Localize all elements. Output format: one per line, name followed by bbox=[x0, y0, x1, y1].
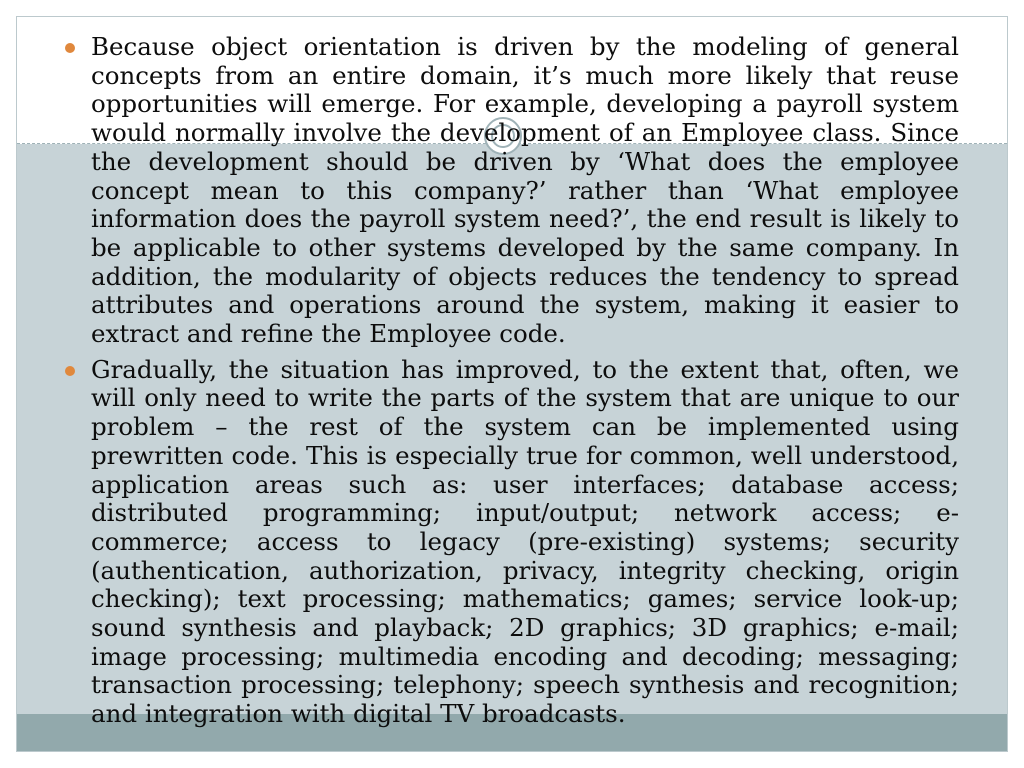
slide bbox=[16, 16, 1008, 752]
bullet-item bbox=[65, 356, 959, 729]
slide-content bbox=[65, 33, 959, 736]
bullet-text: Gradually, the situation has improved, to the extent that, often, we will only need to write the parts of the system that are unique to our problem – the rest of the system can be implemented using prewritten code. This is especially true for common, well understood, application areas such as: user interfaces; database access; distributed programming; input/output; network access; e-commerce; access to legacy (pre-existing) systems; security (authentication, authorization, privacy, integrity checking, origin checking); text processing; mathematics; games; service look-up; sound synthesis and playback; 2D graphics; 3D graphics; e-mail; image processing; multimedia encoding and decoding; messaging; transaction processing; telephony; speech synthesis and recognition; and integration with digital TV broadcasts. bbox=[91, 354, 959, 729]
bullet-dot-icon bbox=[65, 366, 75, 376]
bullet-text: Because object orientation is driven by the modeling of general concepts from an entire domain, it’s much more likely that reuse opportunities will emerge. For example, developing a payroll system would normally involve the development of an Employee class. Since the development should be driven by ‘What does the employee concept mean to this company?’ rather than ‘What employee information does the payroll system need?’, the end result is likely to be applicable to other systems developed by the same company. In addition, the modularity of objects reduces the tendency to spread attributes and operations around the system, making it easier to extract and refine the Employee code. bbox=[91, 32, 959, 349]
bullet-dot-icon bbox=[65, 43, 75, 53]
bullet-item bbox=[65, 33, 959, 349]
